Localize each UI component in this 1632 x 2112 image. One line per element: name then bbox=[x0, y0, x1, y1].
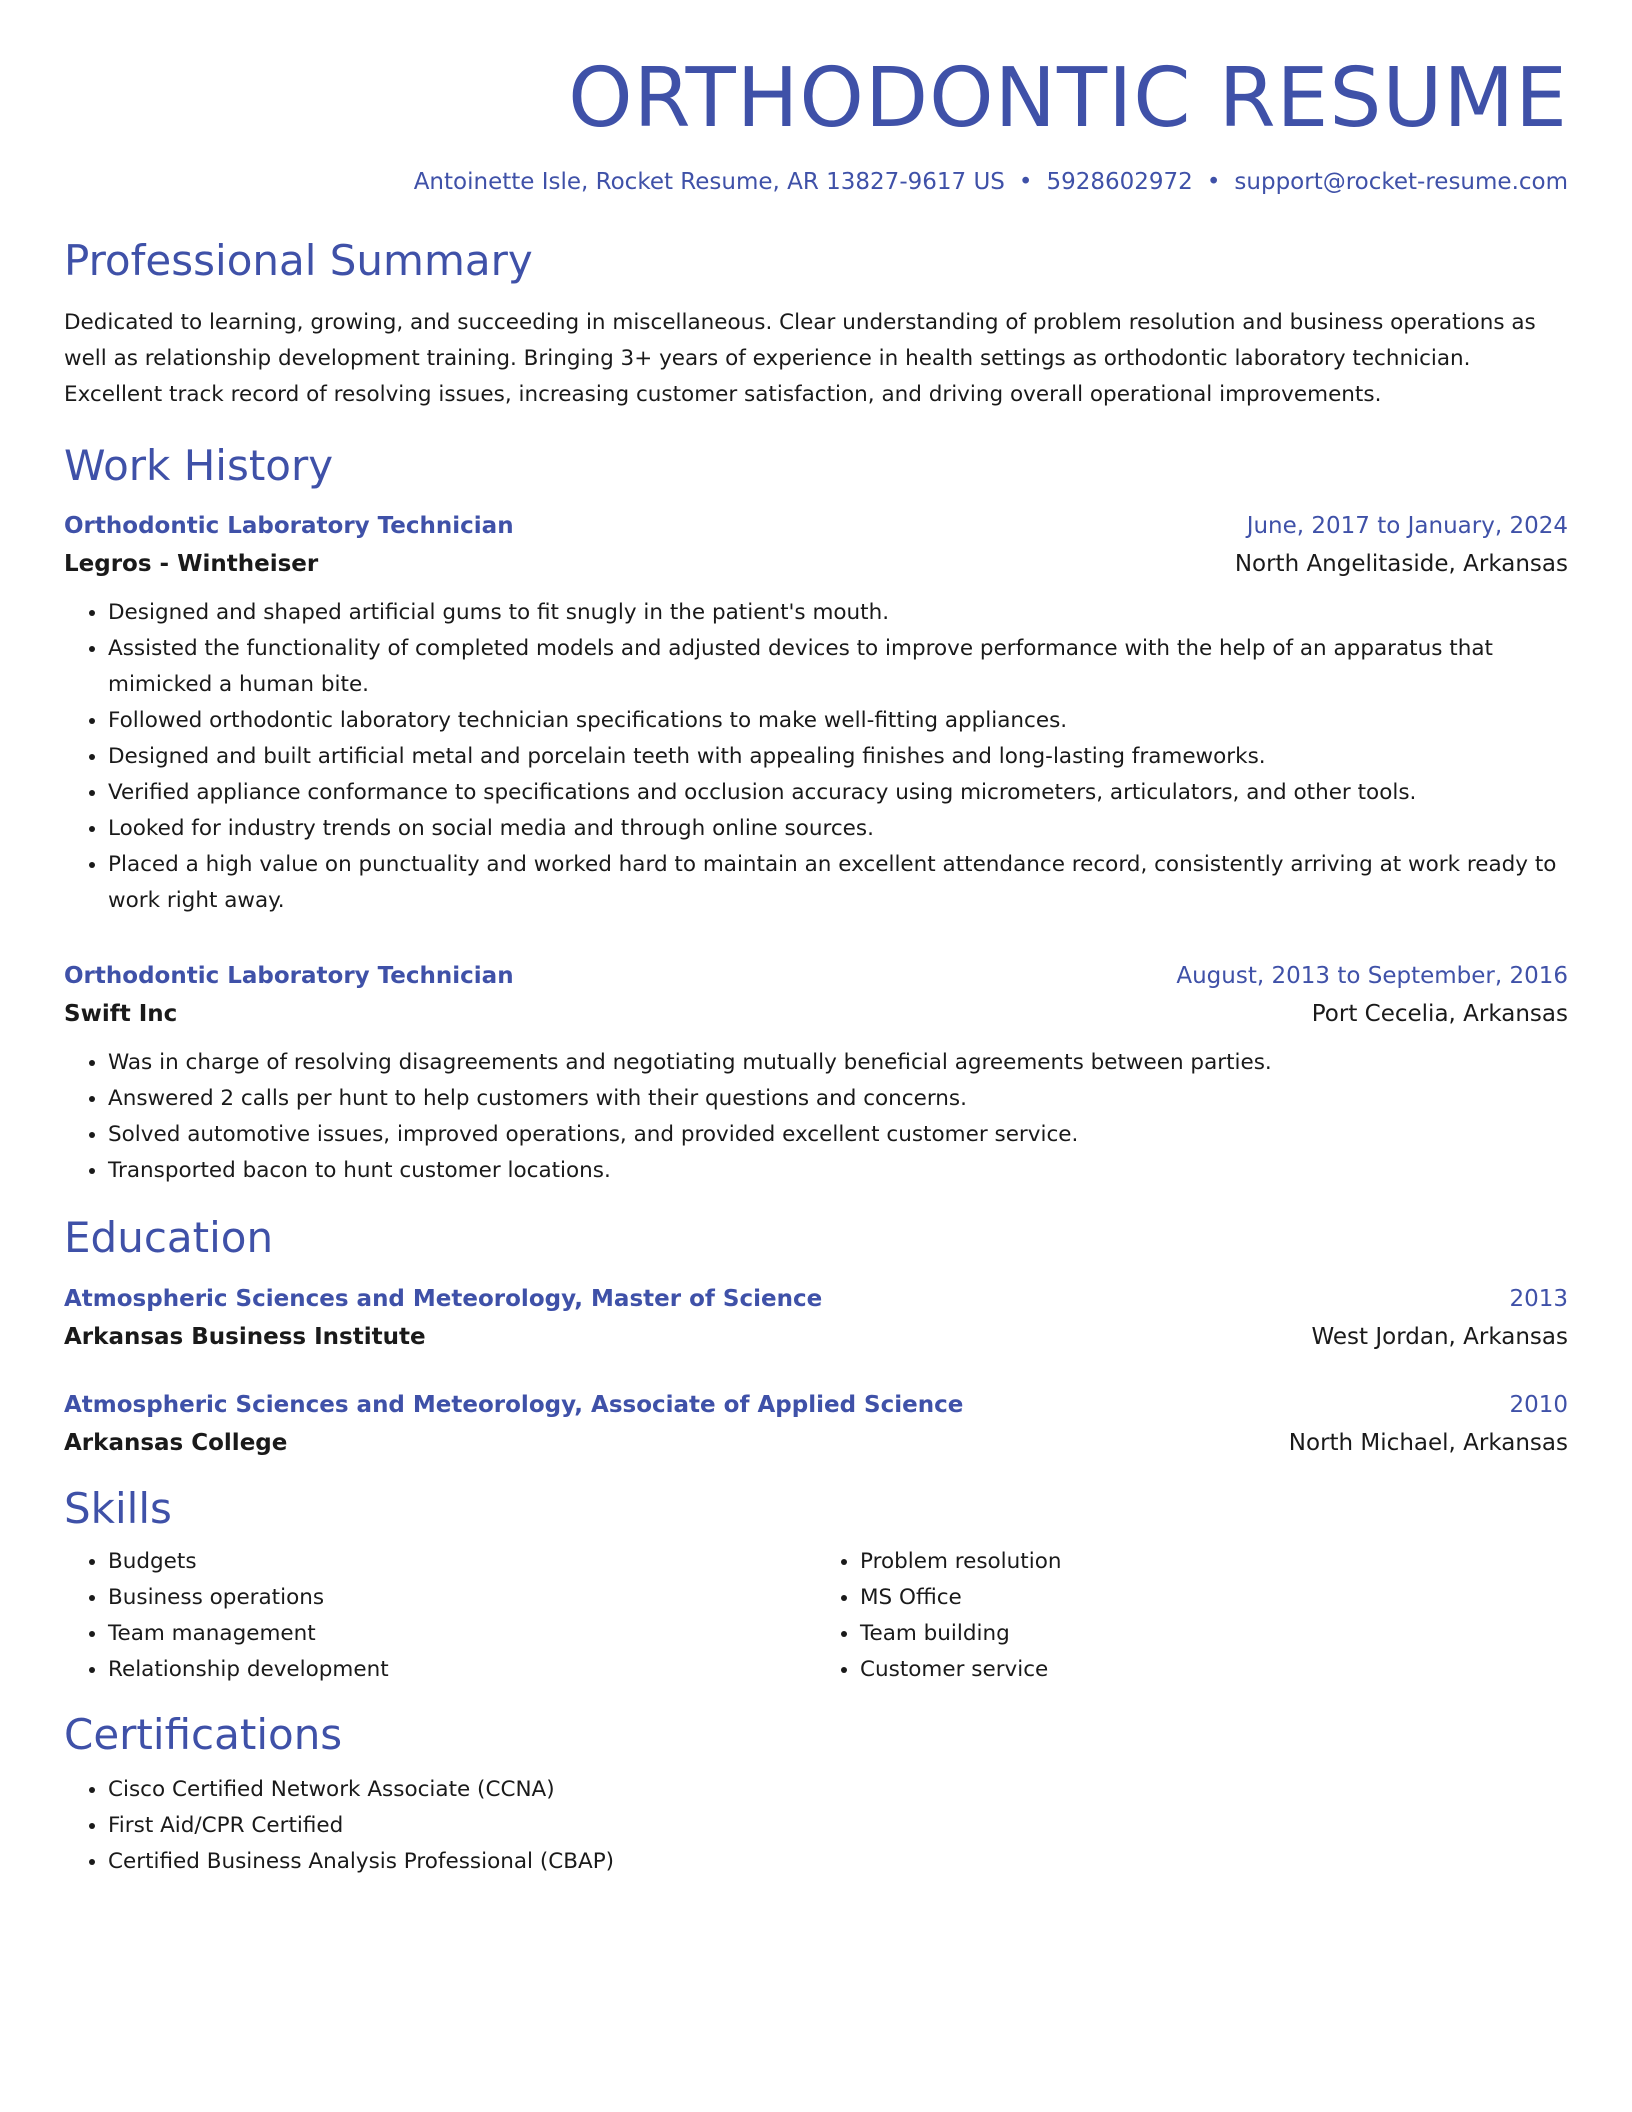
skill-item: • Relationship development bbox=[108, 1652, 816, 1688]
resume-header bbox=[64, 52, 1568, 198]
job-bullet: • Designed and shaped artificial gums to fit snugly in the patient's mouth. bbox=[108, 595, 1568, 631]
skill-item: • MS Office bbox=[860, 1580, 1568, 1616]
skills-section bbox=[64, 1484, 1568, 1688]
job-bullet: • Looked for industry trends on social media and through online sources. bbox=[108, 811, 1568, 847]
skill-item: • Business operations bbox=[108, 1580, 816, 1616]
education-degree-row bbox=[64, 1386, 1568, 1424]
skill-item: • Budgets bbox=[108, 1544, 816, 1580]
certifications-list bbox=[64, 1772, 1568, 1880]
certification-item: • Certified Business Analysis Professional (CBAP) bbox=[108, 1844, 1568, 1880]
certifications-heading: Certifications bbox=[64, 1710, 343, 1760]
certifications-section bbox=[64, 1710, 1568, 1880]
skills-list-right bbox=[816, 1544, 1568, 1688]
job-header-row bbox=[64, 957, 1568, 995]
job-position: Orthodontic Laboratory Technician bbox=[64, 513, 514, 540]
skills-heading: Skills bbox=[64, 1483, 172, 1533]
job-company: Swift Inc bbox=[64, 1001, 178, 1028]
job-entry bbox=[64, 507, 1568, 919]
education-entry bbox=[64, 1386, 1568, 1462]
contact-separator: • bbox=[1206, 169, 1221, 196]
job-bullet-list bbox=[64, 1045, 1568, 1189]
job-header-row bbox=[64, 507, 1568, 545]
job-bullet: • Transported bacon to hunt customer locations. bbox=[108, 1153, 1568, 1189]
summary-section bbox=[64, 236, 1568, 412]
certification-item: • Cisco Certified Network Associate (CCNA) bbox=[108, 1772, 1568, 1808]
education-year: 2010 bbox=[1509, 1391, 1568, 1418]
work-history-section bbox=[64, 441, 1568, 1189]
skill-item: • Team management bbox=[108, 1616, 816, 1652]
education-school: Arkansas Business Institute bbox=[64, 1323, 426, 1350]
skills-grid bbox=[64, 1544, 1568, 1688]
work-history-heading: Work History bbox=[64, 440, 334, 490]
contact-email: support@rocket-resume.com bbox=[1234, 169, 1568, 196]
contact-phone: 5928602972 bbox=[1046, 169, 1193, 196]
education-degree: Atmospheric Sciences and Meteorology, Associate of Applied Science bbox=[64, 1391, 964, 1418]
job-bullet: • Answered 2 calls per hunt to help customers with their questions and concerns. bbox=[108, 1081, 1568, 1117]
summary-heading: Professional Summary bbox=[64, 236, 533, 286]
education-location: North Michael, Arkansas bbox=[1288, 1429, 1568, 1456]
job-dates: June, 2017 to January, 2024 bbox=[1246, 513, 1568, 540]
education-school: Arkansas College bbox=[64, 1429, 288, 1456]
job-bullet: • Solved automotive issues, improved operations, and provided excellent customer service. bbox=[108, 1117, 1568, 1153]
certification-item: • First Aid/CPR Certified bbox=[108, 1808, 1568, 1844]
education-location: West Jordan, Arkansas bbox=[1311, 1323, 1568, 1350]
job-bullet: • Designed and built artificial metal and porcelain teeth with appealing finishes and long-lasting frameworks. bbox=[108, 739, 1568, 775]
education-school-row bbox=[64, 1424, 1568, 1462]
skill-item: • Team building bbox=[860, 1616, 1568, 1652]
job-company-row bbox=[64, 545, 1568, 583]
job-bullet: • Verified appliance conformance to specifications and occlusion accuracy using micrometers, articulators, and other tools. bbox=[108, 775, 1568, 811]
contact-address: Antoinette Isle, Rocket Resume, AR 13827-9617 US bbox=[413, 169, 1005, 196]
education-year: 2013 bbox=[1509, 1285, 1568, 1312]
job-location: Port Cecelia, Arkansas bbox=[1311, 1001, 1568, 1028]
skill-item: • Customer service bbox=[860, 1652, 1568, 1688]
job-entry bbox=[64, 957, 1568, 1189]
job-location: North Angelitaside, Arkansas bbox=[1234, 551, 1568, 578]
job-bullet: • Followed orthodontic laboratory technician specifications to make well-fitting appliances. bbox=[108, 703, 1568, 739]
education-section bbox=[64, 1213, 1568, 1461]
summary-text: Dedicated to learning, growing, and succeeding in miscellaneous. Clear understanding of problem resolution and business operations as well as relationship development training. Bringing 3+ years of experience in health settings as orthodontic laboratory technician. Excellent track record of resolving issues, increasing customer satisfaction, and driving overall operational improvements. bbox=[64, 309, 1536, 407]
education-school-row bbox=[64, 1318, 1568, 1356]
job-bullet: • Placed a high value on punctuality and worked hard to maintain an excellent attendance record, consistently arriving at work ready to work right away. bbox=[108, 847, 1568, 919]
job-bullet: • Was in charge of resolving disagreements and negotiating mutually beneficial agreements between parties. bbox=[108, 1045, 1568, 1081]
education-heading: Education bbox=[64, 1213, 274, 1263]
education-degree: Atmospheric Sciences and Meteorology, Master of Science bbox=[64, 1285, 823, 1312]
job-company: Legros - Wintheiser bbox=[64, 551, 319, 578]
job-position: Orthodontic Laboratory Technician bbox=[64, 963, 514, 990]
job-bullet: • Assisted the functionality of completed models and adjusted devices to improve performance with the help of an apparatus that mimicked a human bite. bbox=[108, 631, 1568, 703]
job-dates: August, 2013 to September, 2016 bbox=[1176, 963, 1568, 990]
resume-title: ORTHODONTIC RESUME bbox=[568, 51, 1568, 146]
education-degree-row bbox=[64, 1280, 1568, 1318]
skills-list-left bbox=[64, 1544, 816, 1688]
job-company-row bbox=[64, 995, 1568, 1033]
education-entry bbox=[64, 1280, 1568, 1356]
skill-item: • Problem resolution bbox=[860, 1544, 1568, 1580]
contact-line bbox=[64, 166, 1568, 198]
job-bullet-list bbox=[64, 595, 1568, 919]
contact-separator: • bbox=[1018, 169, 1033, 196]
